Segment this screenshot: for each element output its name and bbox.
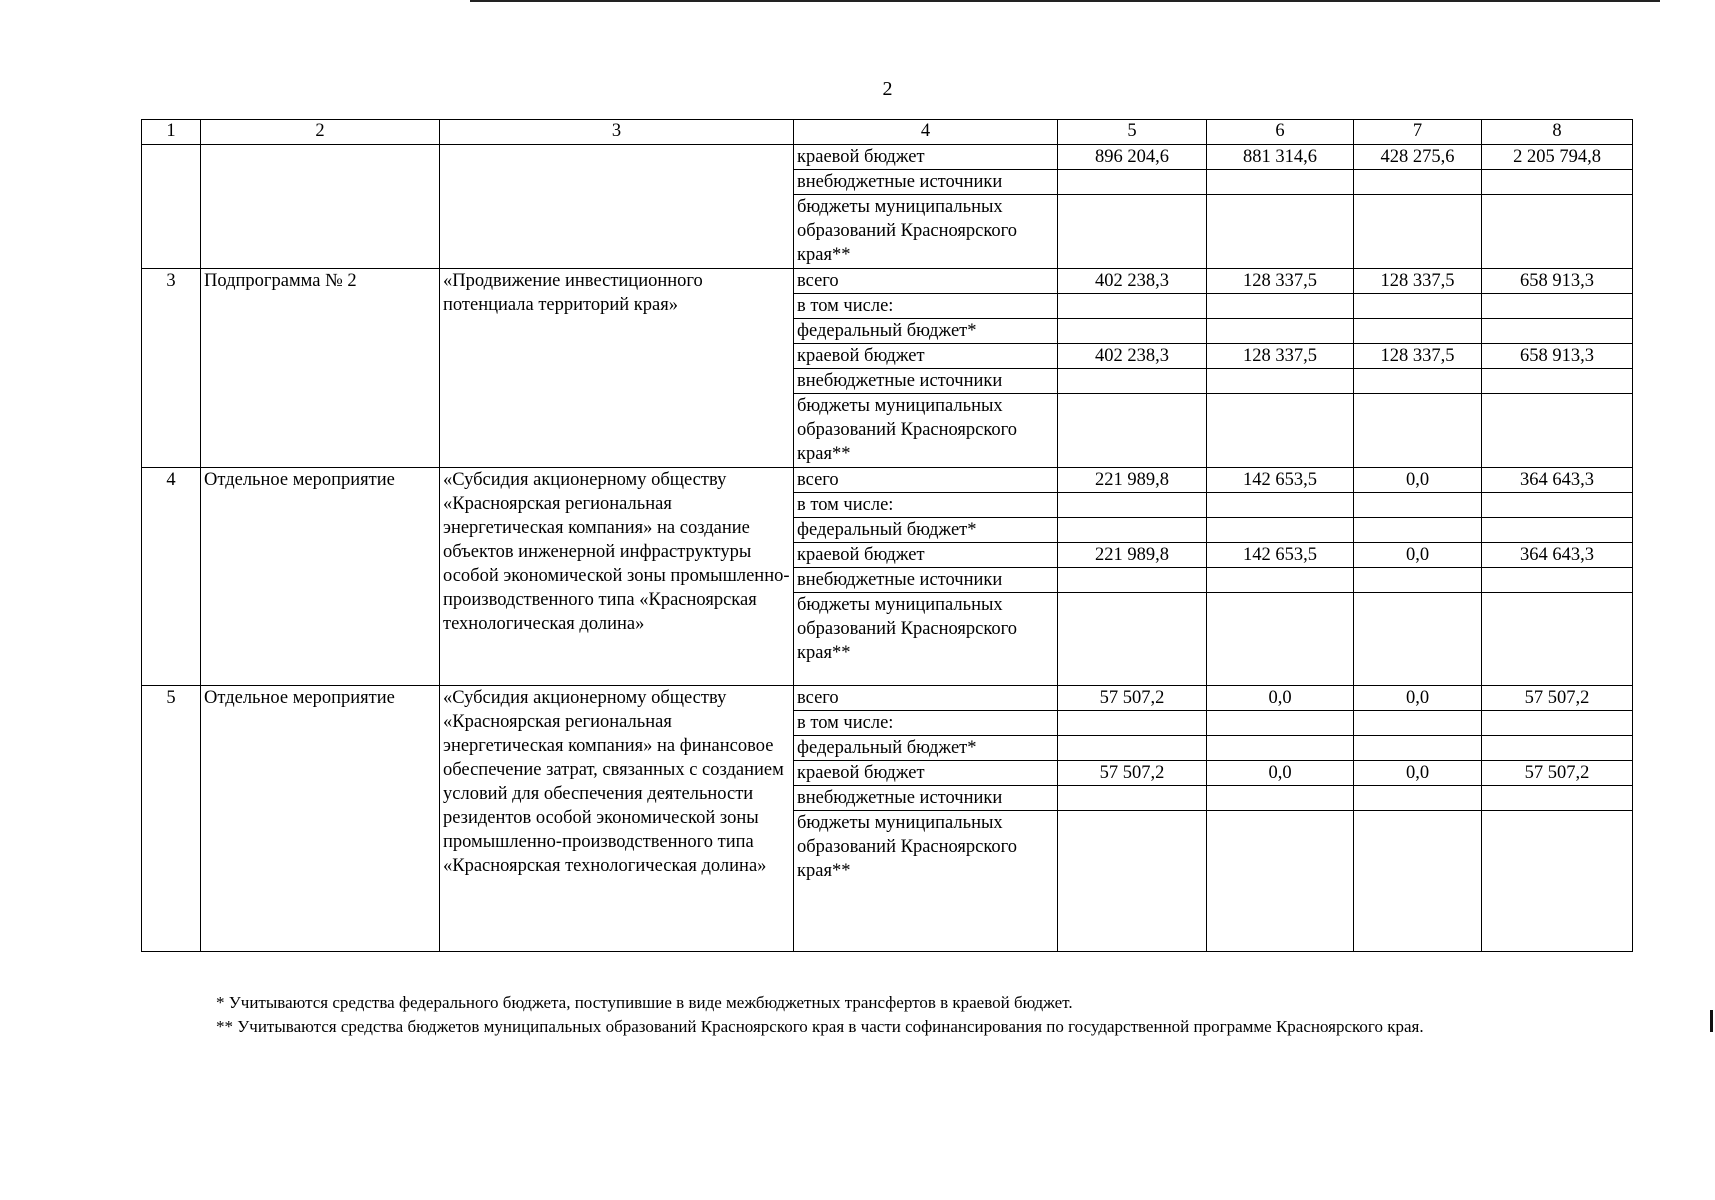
- value-col7: 0,0: [1354, 543, 1482, 568]
- value-col7: [1354, 394, 1482, 468]
- value-col8: [1482, 394, 1633, 468]
- value-col6: [1207, 394, 1354, 468]
- funding-source: бюджеты муниципальных образований Красноярского края**: [794, 593, 1058, 686]
- page-number: 2: [882, 78, 893, 100]
- footnotes: [141, 991, 1632, 1039]
- value-col7: 0,0: [1354, 468, 1482, 493]
- program-type-cell: [201, 145, 440, 269]
- funding-source: внебюджетные источники: [794, 786, 1058, 811]
- value-col6: 0,0: [1207, 761, 1354, 786]
- value-col8: 658 913,3: [1482, 269, 1633, 294]
- value-col7: [1354, 811, 1482, 952]
- value-col6: [1207, 319, 1354, 344]
- value-col7: 428 275,6: [1354, 145, 1482, 170]
- table-row: [142, 468, 1633, 493]
- value-col5: [1058, 319, 1207, 344]
- value-col7: [1354, 369, 1482, 394]
- value-col8: [1482, 568, 1633, 593]
- value-col5: [1058, 493, 1207, 518]
- value-col5: [1058, 711, 1207, 736]
- program-type-cell: Отдельное мероприятие: [201, 686, 440, 952]
- budget-table: [141, 119, 1633, 952]
- value-col5: 221 989,8: [1058, 468, 1207, 493]
- program-title-cell: «Продвижение инвестиционного потенциала территорий края»: [440, 269, 794, 468]
- value-col8: [1482, 786, 1633, 811]
- column-number: 2: [201, 120, 440, 145]
- funding-source: бюджеты муниципальных образований Красноярского края**: [794, 811, 1058, 952]
- funding-source: в том числе:: [794, 711, 1058, 736]
- value-col7: 0,0: [1354, 761, 1482, 786]
- value-col8: [1482, 170, 1633, 195]
- value-col8: [1482, 736, 1633, 761]
- column-number: 1: [142, 120, 201, 145]
- value-col8: [1482, 294, 1633, 319]
- funding-source: федеральный бюджет*: [794, 518, 1058, 543]
- value-col7: [1354, 170, 1482, 195]
- table-row: [142, 686, 1633, 711]
- value-col6: [1207, 736, 1354, 761]
- row-number-cell: 4: [142, 468, 201, 686]
- funding-source: краевой бюджет: [794, 761, 1058, 786]
- value-col8: 2 205 794,8: [1482, 145, 1633, 170]
- value-col5: 896 204,6: [1058, 145, 1207, 170]
- column-number: 8: [1482, 120, 1633, 145]
- value-col5: [1058, 811, 1207, 952]
- value-col8: [1482, 493, 1633, 518]
- value-col7: [1354, 711, 1482, 736]
- row-number-cell: [142, 145, 201, 269]
- column-number: 5: [1058, 120, 1207, 145]
- value-col7: 128 337,5: [1354, 269, 1482, 294]
- value-col6: [1207, 786, 1354, 811]
- value-col5: 57 507,2: [1058, 686, 1207, 711]
- value-col6: [1207, 195, 1354, 269]
- funding-source: внебюджетные источники: [794, 170, 1058, 195]
- value-col7: [1354, 195, 1482, 269]
- funding-source: федеральный бюджет*: [794, 736, 1058, 761]
- value-col5: 402 238,3: [1058, 344, 1207, 369]
- column-number: 7: [1354, 120, 1482, 145]
- value-col5: 221 989,8: [1058, 543, 1207, 568]
- value-col6: [1207, 811, 1354, 952]
- funding-source: внебюджетные источники: [794, 369, 1058, 394]
- value-col8: [1482, 369, 1633, 394]
- funding-source: бюджеты муниципальных образований Красноярского края**: [794, 394, 1058, 468]
- value-col7: 0,0: [1354, 686, 1482, 711]
- value-col8: [1482, 711, 1633, 736]
- program-type-cell: Подпрограмма № 2: [201, 269, 440, 468]
- value-col5: [1058, 195, 1207, 269]
- value-col5: [1058, 394, 1207, 468]
- value-col5: 57 507,2: [1058, 761, 1207, 786]
- value-col7: 128 337,5: [1354, 344, 1482, 369]
- funding-source: краевой бюджет: [794, 145, 1058, 170]
- table-row: [142, 145, 1633, 170]
- funding-source: бюджеты муниципальных образований Красноярского края**: [794, 195, 1058, 269]
- value-col5: [1058, 294, 1207, 319]
- value-col7: [1354, 493, 1482, 518]
- value-col8: 57 507,2: [1482, 761, 1633, 786]
- value-col6: [1207, 493, 1354, 518]
- value-col6: 0,0: [1207, 686, 1354, 711]
- value-col7: [1354, 319, 1482, 344]
- value-col8: [1482, 518, 1633, 543]
- value-col6: [1207, 369, 1354, 394]
- top-rule: [470, 0, 1660, 2]
- value-col8: 364 643,3: [1482, 543, 1633, 568]
- value-col5: 402 238,3: [1058, 269, 1207, 294]
- program-type-cell: Отдельное мероприятие: [201, 468, 440, 686]
- column-number: 4: [794, 120, 1058, 145]
- value-col8: 658 913,3: [1482, 344, 1633, 369]
- value-col8: 57 507,2: [1482, 686, 1633, 711]
- footnote-federal: * Учитываются средства федерального бюджета, поступившие в виде межбюджетных трансфертов в краевой бюджет.: [216, 993, 1073, 1012]
- value-col7: [1354, 568, 1482, 593]
- table-row: [142, 269, 1633, 294]
- funding-source: в том числе:: [794, 294, 1058, 319]
- value-col5: [1058, 593, 1207, 686]
- funding-source: внебюджетные источники: [794, 568, 1058, 593]
- value-col6: 142 653,5: [1207, 543, 1354, 568]
- value-col5: [1058, 786, 1207, 811]
- footnote-municipal: ** Учитываются средства бюджетов муниципальных образований Красноярского края в части софинансирования по государственной программе Красноярского края.: [216, 1017, 1424, 1036]
- funding-source: краевой бюджет: [794, 344, 1058, 369]
- funding-source: краевой бюджет: [794, 543, 1058, 568]
- value-col5: [1058, 170, 1207, 195]
- scan-edge-mark: [1710, 1010, 1713, 1032]
- value-col6: [1207, 170, 1354, 195]
- column-number-row: [142, 120, 1633, 145]
- funding-source: всего: [794, 686, 1058, 711]
- value-col8: [1482, 593, 1633, 686]
- funding-source: всего: [794, 269, 1058, 294]
- value-col5: [1058, 518, 1207, 543]
- value-col7: [1354, 518, 1482, 543]
- value-col6: [1207, 294, 1354, 319]
- column-number: 3: [440, 120, 794, 145]
- program-title-cell: «Субсидия акционерному обществу «Красноярская региональная энергетическая компания» на создание объектов инженерной инфраструктуры особой экономической зоны промышленно-производственного типа «Красноярская технологическая долина»: [440, 468, 794, 686]
- value-col7: [1354, 593, 1482, 686]
- value-col6: [1207, 593, 1354, 686]
- funding-source: всего: [794, 468, 1058, 493]
- value-col7: [1354, 294, 1482, 319]
- value-col5: [1058, 568, 1207, 593]
- program-title-cell: «Субсидия акционерному обществу «Красноярская региональная энергетическая компания» на финансовое обеспечение затрат, связанных с созданием условий для обеспечения деятельности резидентов особой экономической зоны промышленно-производственного типа «Красноярская технологическая долина»: [440, 686, 794, 952]
- value-col6: 128 337,5: [1207, 269, 1354, 294]
- value-col8: [1482, 811, 1633, 952]
- value-col6: 128 337,5: [1207, 344, 1354, 369]
- value-col6: [1207, 518, 1354, 543]
- funding-source: федеральный бюджет*: [794, 319, 1058, 344]
- value-col8: [1482, 195, 1633, 269]
- program-title-cell: [440, 145, 794, 269]
- value-col8: 364 643,3: [1482, 468, 1633, 493]
- row-number-cell: 5: [142, 686, 201, 952]
- value-col7: [1354, 736, 1482, 761]
- value-col7: [1354, 786, 1482, 811]
- value-col5: [1058, 369, 1207, 394]
- value-col8: [1482, 319, 1633, 344]
- value-col6: 881 314,6: [1207, 145, 1354, 170]
- value-col5: [1058, 736, 1207, 761]
- value-col6: [1207, 568, 1354, 593]
- column-number: 6: [1207, 120, 1354, 145]
- value-col6: [1207, 711, 1354, 736]
- row-number-cell: 3: [142, 269, 201, 468]
- funding-source: в том числе:: [794, 493, 1058, 518]
- value-col6: 142 653,5: [1207, 468, 1354, 493]
